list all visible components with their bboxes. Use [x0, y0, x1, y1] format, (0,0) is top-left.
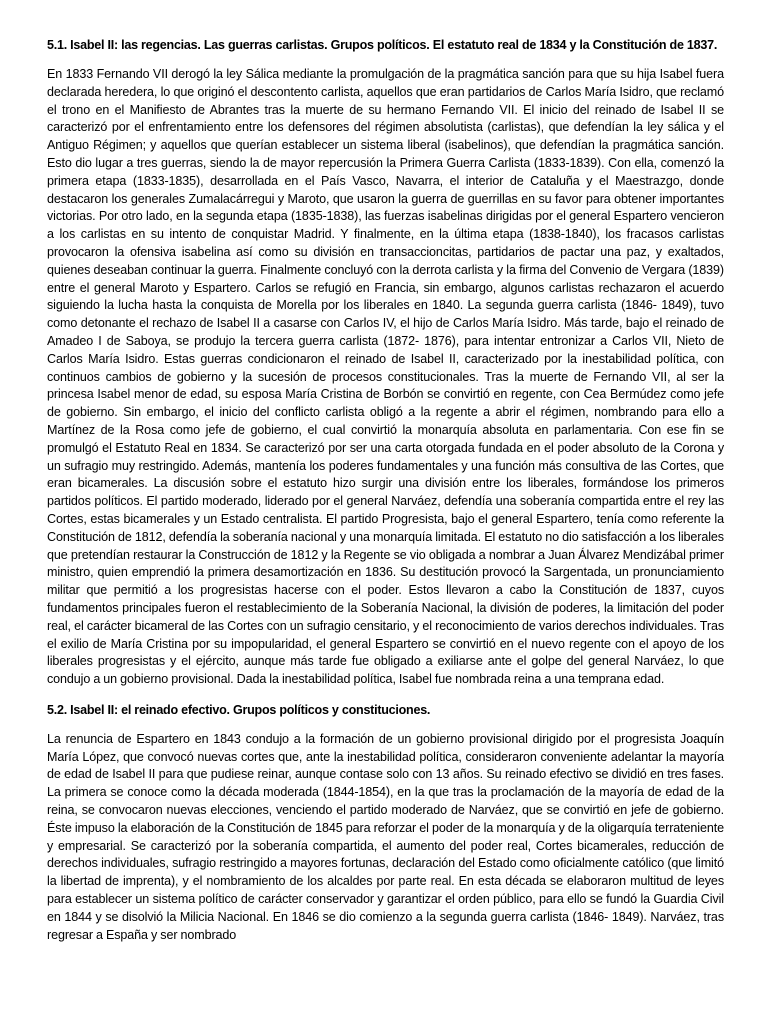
section-body-paragraph: En 1833 Fernando VII derogó la ley Sálica mediante la promulgación de la pragmática sanción para que su hija Isabel fuera declarada heredera, lo que originó el descontento carlista, aquellos que eran partidarios de Carlos María Isidro, que reclamó el trono en el Manifiesto de Abrantes tras la muerte de su hermano Fernando VII. El inicio del reinado de Isabel II se caracterizó por el enfrentamiento entre los defensores del régimen absolutista (carlistas), que defendían la ley sálica y el Antiguo Régimen; y aquellos que querían establecer un sistema liberal (isabelinos), que defendían la pragmática sanción. Esto dio lugar a tres guerras, siendo la de mayor repercusión la Primera Guerra Carlista (1833-1839). Con ella, comenzó la primera etapa (1833-1835), desarrollada en el País Vasco, Navarra, el interior de Cataluña y el Maestrazgo, donde destacaron los generales Zumalacárregui y Maroto, que usaron la guerra de guerrillas en su favor para obtener importantes victorias. Por otro lado, en la segunda etapa (1835-1838), las fuerzas isabelinas dirigidas por el general Espartero vencieron a los carlistas en su intento de conquistar Madrid. Y finalmente, en la última etapa (1838-1840), los fracasos carlistas provocaron la ofensiva isabelina así como su división en transaccioncitas, partidarios de pactar una paz, y exaltados, quienes deseaban continuar la guerra. Finalmente concluyó con la derrota carlista y la firma del Convenio de Vergara (1839) entre el general Maroto y Espartero. Carlos se refugió en Francia, sin embargo, algunos carlistas rechazaron el acuerdo siguiendo la lucha hasta la conquista de Morella por los liberales en 1840. La segunda guerra carlista (1846- 1849), tuvo como detonante el rechazo de Isabel II a casarse con Carlos IV, el hijo de Carlos María Isidro. Más tarde, bajo el reinado de Amadeo I de Saboya, se produjo la tercera guerra carlista (1872- 1876), para intentar entronizar a Carlos VII, Nieto de Carlos María Isidro. Estas guerras condicionaron el reinado de Isabel II, caracterizado por la inestabilidad política, con continuos cambios de gobierno y la sucesión de procesos constitucionales. Tras la muerte de Fernando VII, al ser la princesa Isabel menor de edad, su esposa María Cristina de Borbón se convirtió en regente, con Cea Bermúdez como jefe de gobierno. Sin embargo, el inicio del conflicto carlista obligó a la regente a abrir el régimen, nombrando para ello a Martínez de la Rosa como jefe de gobierno, el cual convirtió la monarquía absoluta en parlamentaria. Con ese fin se promulgó el Estatuto Real en 1834. Se caracterizó por ser una carta otorgada fundada en el poder absoluto de la Corona y un sufragio muy restringido. Además, mantenía los poderes fundamentales y una función más consultiva de las Cortes, que eran bicamerales. La discusión sobre el estatuto hizo surgir una división entre los liberales, formándose los primeros partidos políticos. El partido moderado, liderado por el general Narváez, defendía una soberanía compartida entre el rey las Cortes, estas bicamerales y un Estado centralista. El partido Progresista, bajo el general Espartero, tenía como referente la Constitución de 1812, defendía la soberanía nacional y una monarquía limitada. El estatuto no dio satisfacción a los liberales que pretendían restaurar la Construcción de 1812 y la Regente se vio obligada a nombrar a Juan Álvarez Mendizábal primer ministro, quien emprendió la primera desamortización en 1836. Su destitución provocó la Sargentada, un pronunciamiento militar que permitió a los progresistas hacerse con el poder. Estos llevaron a cabo la Constitución de 1837, cuyos fundamentos principales fueron el restablecimiento de la Soberanía Nacional, la división de poderes, la limitación del poder real, el carácter bicameral de las Cortes con un sufragio censitario, y el reconocimiento de varios derechos individuales. Tras el exilio de María Cristina por su impopularidad, el general Espartero se convirtió en el nuevo regente con el apoyo de los liberales progresistas y el ejército, aunque más tarde fue obligado a exiliarse ante el golpe del general Narváez, lo que condujo a un gobierno provisional. Dada la inestabilidad política, Isabel fue nombrada reina a una temprana edad.: [47, 67, 724, 687]
document-page: [47, 36, 724, 956]
section-heading: 5.2. Isabel II: el reinado efectivo. Grupos políticos y constituciones.: [47, 702, 431, 717]
section-body-paragraph: La renuncia de Espartero en 1843 condujo a la formación de un gobierno provisional dirigido por el progresista Joaquín María López, que convocó nuevas cortes que, ante la inestabilidad política, consideraron conveniente adelantar la mayoría de edad de Isabel II para que pudiese reinar, aunque contase solo con 13 años. Su reinado efectivo se dividió en tres fases. La primera se conoce como la década moderada (1844-1854), en la que tras la proclamación de la mayoría de edad de la reina, se convocaron nuevas elecciones, venciendo el partido moderado de Narváez, que se convirtió en jefe de gobierno. Éste impuso la elaboración de la Constitución de 1845 para reforzar el poder de la monarquía y de la oligarquía terrateniente y empresarial. Se caracterizó por la soberanía compartida, el aumento del poder real, Cortes bicamerales, reducción de derechos individuales, sufragio restringido a mayores fortunas, declaración del Estado como oficialmente católico (que limitó la libertad de imprenta), y el nombramiento de los alcaldes por parte real. En esta década se elaboraron multitud de leyes para establecer un sistema político de carácter conservador y garantizar el orden público, para ello se fundó la Guardia Civil en 1844 y se disolvió la Milicia Nacional. En 1846 se dio comienzo a la segunda guerra carlista (1846- 1849). Narváez, tras regresar a España y ser nombrado: [47, 731, 724, 942]
section-heading: 5.1. Isabel II: las regencias. Las guerras carlistas. Grupos políticos. El estatuto real de 1834 y la Constitución de 1837.: [47, 38, 718, 52]
